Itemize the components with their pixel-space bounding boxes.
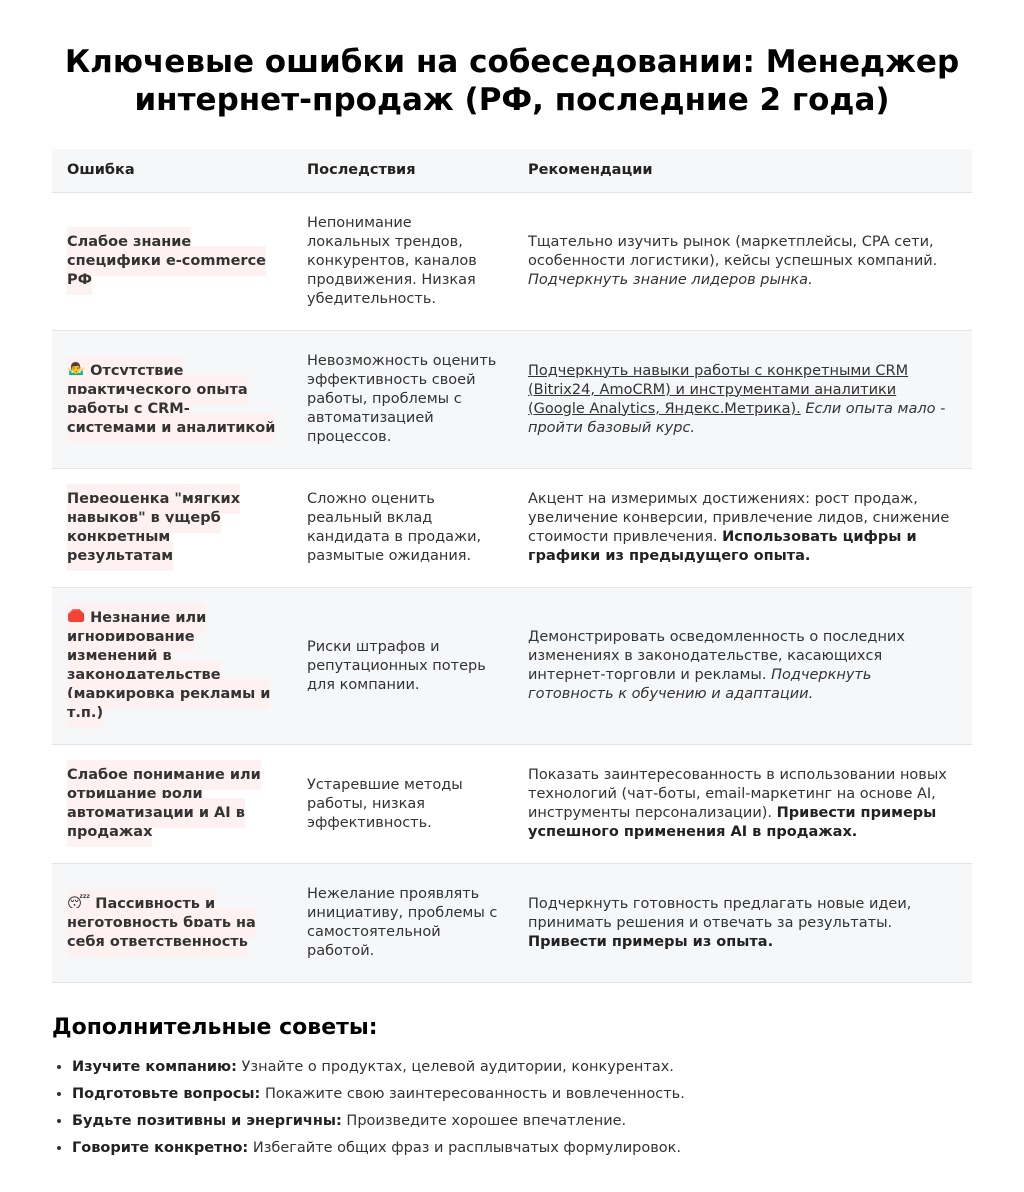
mistakes-table — [52, 149, 972, 983]
header-error: Ошибка — [52, 149, 292, 193]
consequence-cell: Риски штрафов и репутационных потерь для компании. — [292, 588, 513, 745]
recommendation-cell — [513, 469, 972, 588]
rec-text: Тщательно изучить рынок (маркетплейсы, CPA сети, особенности логистики), кейсы успешных компаний. — [528, 234, 938, 269]
rec-text: Демонстрировать осведомленность о последних изменениях в законодательстве, касающихся интернет-торговли и рекламы. — [528, 629, 905, 683]
error-label: Переоценка "мягких навыков" в ущерб конкретным результатам — [67, 484, 240, 571]
table-row — [52, 193, 972, 331]
consequence-cell: Нежелание проявлять инициативу, проблемы с самостоятельной работой. — [292, 864, 513, 983]
rec-bold: Привести примеры из опыта. — [528, 933, 774, 950]
rec-text: Подчеркнуть готовность предлагать новые идеи, принимать решения и отвечать за результаты. — [528, 895, 912, 931]
tip-label: Говорите конкретно: — [72, 1140, 249, 1156]
recommendation-cell — [513, 864, 972, 983]
error-label: Слабое знание специфики e-commerce РФ — [67, 227, 266, 295]
tip-item — [72, 1081, 972, 1108]
tip-item — [72, 1054, 972, 1081]
tip-label: Изучите компанию: — [72, 1059, 237, 1075]
tip-text: Избегайте общих фраз и расплывчатых формулировок. — [248, 1140, 681, 1156]
page-title: Ключевые ошибки на собеседовании: Менеджер интернет-продаж (РФ, последние 2 года) — [64, 44, 960, 118]
tips-list — [52, 1054, 972, 1162]
tip-label: Подготовьте вопросы: — [72, 1086, 261, 1102]
table-row — [52, 588, 972, 745]
table-header-row — [52, 149, 972, 193]
rec-underlined: Подчеркнуть навыки работы с конкретными CRM (Bitrix24, AmoCRM) и инструментами аналитики (Google Analytics, Яндекс.Метрика). — [528, 362, 909, 417]
rec-bold: Использовать цифры и графики из предыдущего опыта. — [528, 529, 917, 564]
consequence-cell: Непонимание локальных трендов, конкурентов, каналов продвижения. Низкая убедительность. — [292, 193, 513, 331]
tips-title: Дополнительные советы: — [52, 1015, 378, 1040]
error-cell — [52, 745, 292, 864]
consequence-cell: Невозможность оценить эффективность своей работы, проблемы с автоматизацией процессов. — [292, 331, 513, 469]
recommendation-cell — [513, 588, 972, 745]
error-label: 🤷‍♂️ Отсутствие практического опыта работы с CRM-системами и аналитикой — [67, 356, 275, 443]
recommendation-cell — [513, 193, 972, 331]
tip-text: Произведите хорошее впечатление. — [341, 1113, 627, 1129]
error-cell — [52, 193, 292, 331]
rec-italic: Если опыта мало - пройти базовый курс. — [528, 400, 946, 436]
rec-italic: Подчеркнуть знание лидеров рынка. — [528, 272, 813, 288]
tip-item — [72, 1135, 972, 1162]
tip-text: Узнайте о продуктах, целевой аудитории, конкурентах. — [236, 1059, 674, 1075]
header-recommendations: Рекомендации — [513, 149, 972, 193]
rec-text: Показать заинтересованность в использовании новых технологий (чат-боты, email-маркетинг на основе AI, инструменты персонализации). — [528, 767, 947, 821]
error-label: 🛑 Незнание или игнорирование изменений в законодательстве (маркировка рекламы и т.п.) — [67, 603, 270, 728]
error-cell — [52, 469, 292, 588]
recommendation-cell — [513, 745, 972, 864]
error-cell — [52, 331, 292, 469]
rec-bold: Привести примеры успешного применения AI в продажах. — [528, 805, 937, 840]
consequence-cell: Сложно оценить реальный вклад кандидата в продажи, размытые ожидания. — [292, 469, 513, 588]
error-label: 😴 Пассивность и неготовность брать на себя ответственность — [67, 889, 256, 957]
error-cell — [52, 864, 292, 983]
rec-text: Акцент на измеримых достижениях: рост продаж, увеличение конверсии, привлечение лидов, снижение стоимости привлечения. — [528, 491, 950, 545]
table-row — [52, 331, 972, 469]
table-row — [52, 745, 972, 864]
tip-text: Покажите свою заинтересованность и вовлеченность. — [260, 1086, 685, 1102]
error-cell — [52, 588, 292, 745]
error-label: Слабое понимание или отрицание роли автоматизации и AI в продажах — [67, 760, 261, 847]
tip-item — [72, 1108, 972, 1135]
recommendation-cell — [513, 331, 972, 469]
consequence-cell: Устаревшие методы работы, низкая эффективность. — [292, 745, 513, 864]
header-consequences: Последствия — [292, 149, 513, 193]
rec-italic: Подчеркнуть готовность к обучению и адаптации. — [528, 667, 872, 702]
table-row — [52, 864, 972, 983]
table-row — [52, 469, 972, 588]
tip-label: Будьте позитивны и энергичны: — [72, 1113, 342, 1129]
